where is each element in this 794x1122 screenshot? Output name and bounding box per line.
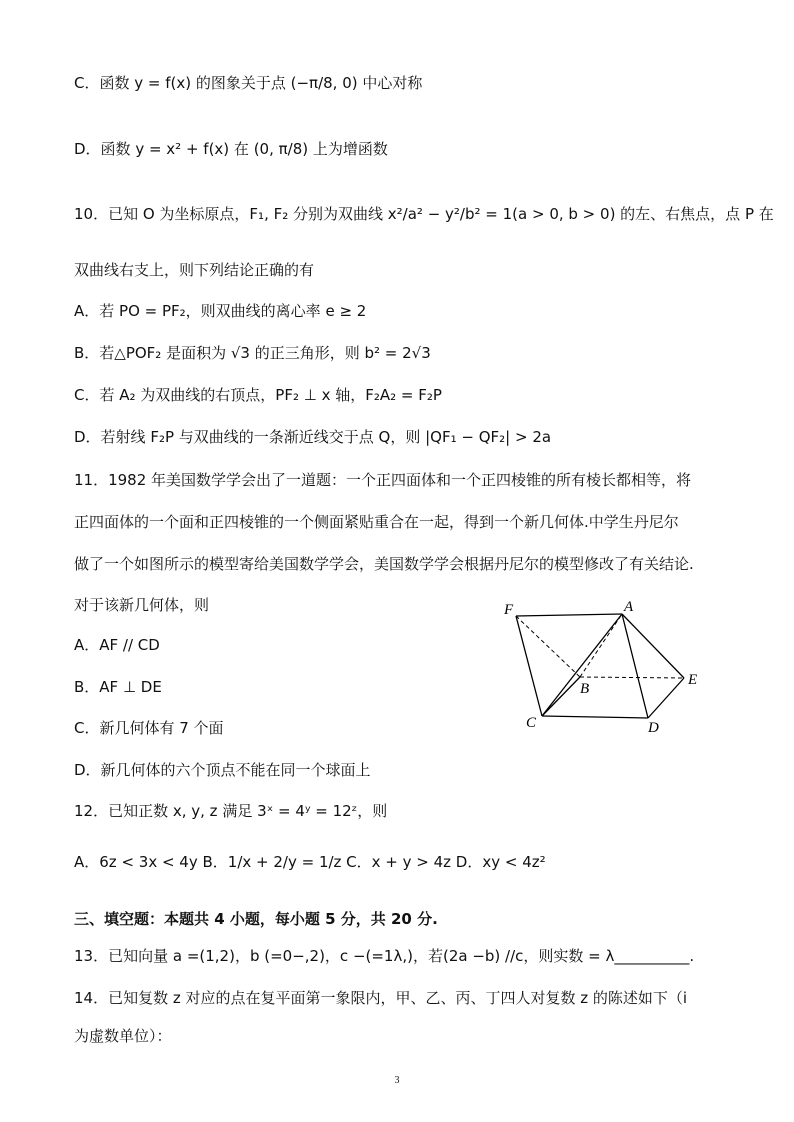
edge-DE (648, 678, 684, 718)
section-3-heading: 三、填空题：本题共 4 小题，每小题 5 分，共 20 分. (74, 910, 438, 928)
label-F: F (504, 602, 514, 618)
edge-BA-hidden (580, 614, 622, 677)
geometry-figure (496, 596, 716, 746)
edge-FB-hidden (516, 616, 580, 677)
q10-option-d: D．若射线 F₂P 与双曲线的一条渐近线交于点 Q，则 |QF₁ − QF₂| > 2a (74, 428, 552, 446)
q10-option-c: C．若 A₂ 为双曲线的右顶点，PF₂ ⊥ x 轴，F₂A₂ = F₂P (74, 386, 442, 404)
q14-stem-line2: 为虚数单位）： (74, 1027, 172, 1045)
q14-stem-line1: 14．已知复数 z 对应的点在复平面第一象限内，甲、乙、丙、丁四人对复数 z 的陈述如下（i (74, 989, 688, 1007)
q13-stem: 13．已知向量 a =(1,2)，b (=0−,2)，c −(=1λ,)，若(2a −b) //c，则实数 = λ__________. (74, 947, 695, 965)
edge-FC (516, 616, 542, 716)
label-C: C (526, 715, 537, 731)
q11-option-a: A．AF // CD (74, 636, 160, 654)
edge-CD (542, 716, 648, 718)
label-B: B (580, 681, 590, 697)
edge-AD (622, 614, 648, 718)
q9-option-d: D．函数 y = x² + f(x) 在 (0, π/8) 上为增函数 (74, 140, 388, 158)
q11-stem-line1: 11．1982 年美国数学学会出了一道题：一个正四面体和一个正四棱锥的所有棱长都相等，将 (74, 471, 692, 489)
edge-AE (622, 614, 684, 678)
edge-BE-hidden (580, 677, 684, 678)
q11-stem-line3: 做了一个如图所示的模型寄给美国数学学会，美国数学学会根据丹尼尔的模型修改了有关结论. (74, 555, 694, 573)
q11-option-c: C．新几何体有 7 个面 (74, 719, 224, 737)
q9-option-c: C．函数 y = f(x) 的图象关于点 (−π/8, 0) 中心对称 (74, 74, 423, 92)
q10-option-b: B．若△POF₂ 是面积为 √3 的正三角形，则 b² = 2√3 (74, 344, 431, 362)
label-E: E (688, 672, 698, 688)
q11-stem-line4: 对于该新几何体，则 (74, 596, 210, 614)
q11-option-d: D．新几何体的六个顶点不能在同一个球面上 (74, 761, 371, 779)
q10-option-a: A．若 PO = PF₂，则双曲线的离心率 e ≥ 2 (74, 302, 367, 320)
page-number: 3 (394, 1075, 400, 1086)
q10-stem-line2: 双曲线右支上，则下列结论正确的有 (74, 261, 315, 279)
q12-options: A．6z < 3x < 4y B．1/x + 2/y = 1/z C．x + y > 4z D．xy < 4z² (74, 853, 546, 871)
q11-stem-line2: 正四面体的一个面和正四棱锥的一个侧面紧贴重合在一起，得到一个新几何体.中学生丹尼尔 (74, 513, 679, 531)
label-A: A (624, 599, 634, 615)
q10-stem-line1: 10．已知 O 为坐标原点，F₁, F₂ 分别为双曲线 x²/a² − y²/b² = 1(a > 0, b > 0) 的左、右焦点，点 P 在 (74, 205, 774, 223)
label-D: D (648, 720, 659, 736)
q11-option-b: B．AF ⊥ DE (74, 678, 162, 696)
edge-CA (542, 614, 622, 716)
edge-FA (516, 614, 622, 616)
edge-CB (542, 677, 580, 716)
q12-stem: 12．已知正数 x, y, z 满足 3ˣ = 4ʸ = 12ᶻ，则 (74, 802, 388, 820)
